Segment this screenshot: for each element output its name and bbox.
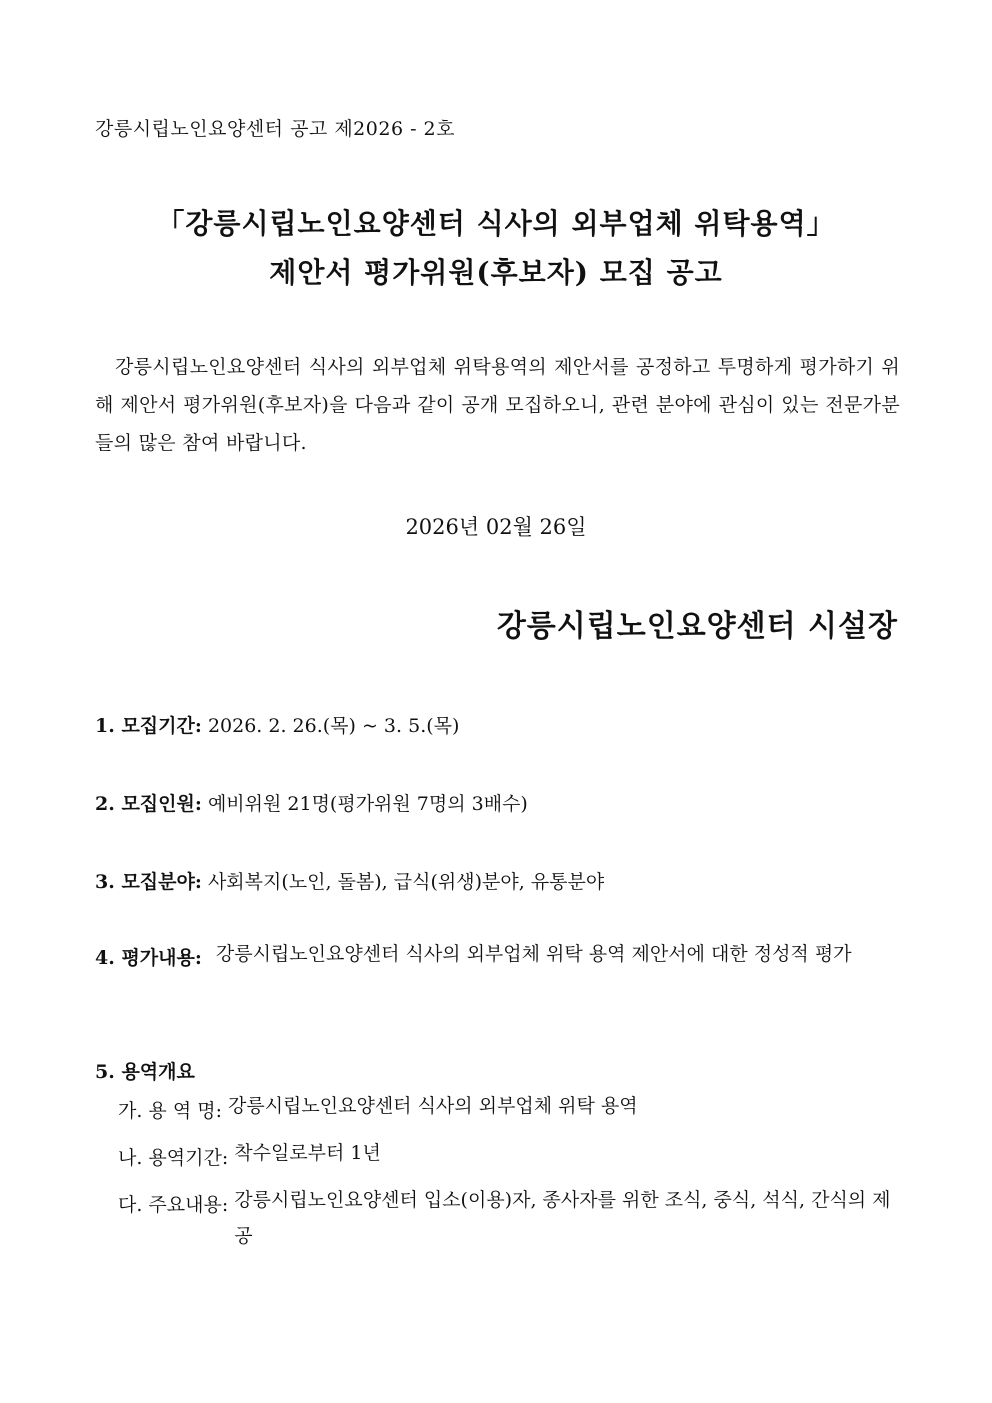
item-value: 사회복지(노인, 돌봄), 급식(위생)분야, 유통분야 bbox=[207, 871, 605, 893]
sub-item-label: 나. 용역기간: bbox=[118, 1147, 229, 1169]
service-content-item bbox=[118, 1190, 900, 1254]
evaluation-content-item bbox=[95, 943, 900, 971]
intro-paragraph: 강릉시립노인요양센터 식사의 외부업체 위탁용역의 제안서를 공정하고 투명하게 평가하기 위해 제안서 평가위원(후보자)을 다음과 같이 공개 모집하오니, 관련 분야에 관심이 있는 전문가분들의 많은 참여 바랍니다. bbox=[95, 356, 900, 454]
item-value: 예비위원 21명(평가위원 7명의 3배수) bbox=[207, 793, 528, 815]
sub-item-label: 다. 주요내용: bbox=[118, 1194, 229, 1216]
service-overview-heading: 5. 용역개요 bbox=[95, 1061, 195, 1083]
notice-date: 2026년 02월 26일 bbox=[405, 515, 587, 539]
recruit-period-item bbox=[95, 711, 459, 738]
issuer-name: 강릉시립노인요양센터 시설장 bbox=[496, 609, 898, 644]
sub-item-value: 착수일로부터 1년 bbox=[234, 1142, 381, 1164]
item-label: 2. 모집인원: bbox=[95, 793, 202, 815]
item-label: 4. 평가내용: bbox=[95, 947, 202, 969]
recruit-count-item bbox=[95, 789, 528, 816]
item-label: 1. 모집기간: bbox=[95, 715, 202, 737]
item-label: 3. 모집분야: bbox=[95, 871, 202, 893]
sub-item-value: 강릉시립노인요양센터 식사의 외부업체 위탁 용역 bbox=[227, 1095, 638, 1117]
recruit-field-item bbox=[95, 867, 604, 894]
sub-item-label: 가. 용 역 명: bbox=[118, 1100, 222, 1122]
notice-number: 강릉시립노인요양센터 공고 제2026 - 2호 bbox=[95, 118, 455, 140]
item-value: 강릉시립노인요양센터 식사의 외부업체 위탁 용역 제안서에 대한 정성적 평가 bbox=[215, 943, 852, 965]
service-name-item bbox=[118, 1096, 900, 1124]
title-line-1: 「강릉시립노인요양센터 식사의 외부업체 위탁용역」 bbox=[156, 207, 836, 240]
service-period-item bbox=[118, 1143, 900, 1171]
item-value: 2026. 2. 26.(목) ~ 3. 5.(목) bbox=[207, 715, 460, 737]
title-line-2: 제안서 평가위원(후보자) 모집 공고 bbox=[269, 256, 723, 289]
sub-item-value: 강릉시립노인요양센터 입소(이용)자, 종사자를 위한 조식, 중식, 석식, 간식의 제공 bbox=[234, 1189, 891, 1247]
